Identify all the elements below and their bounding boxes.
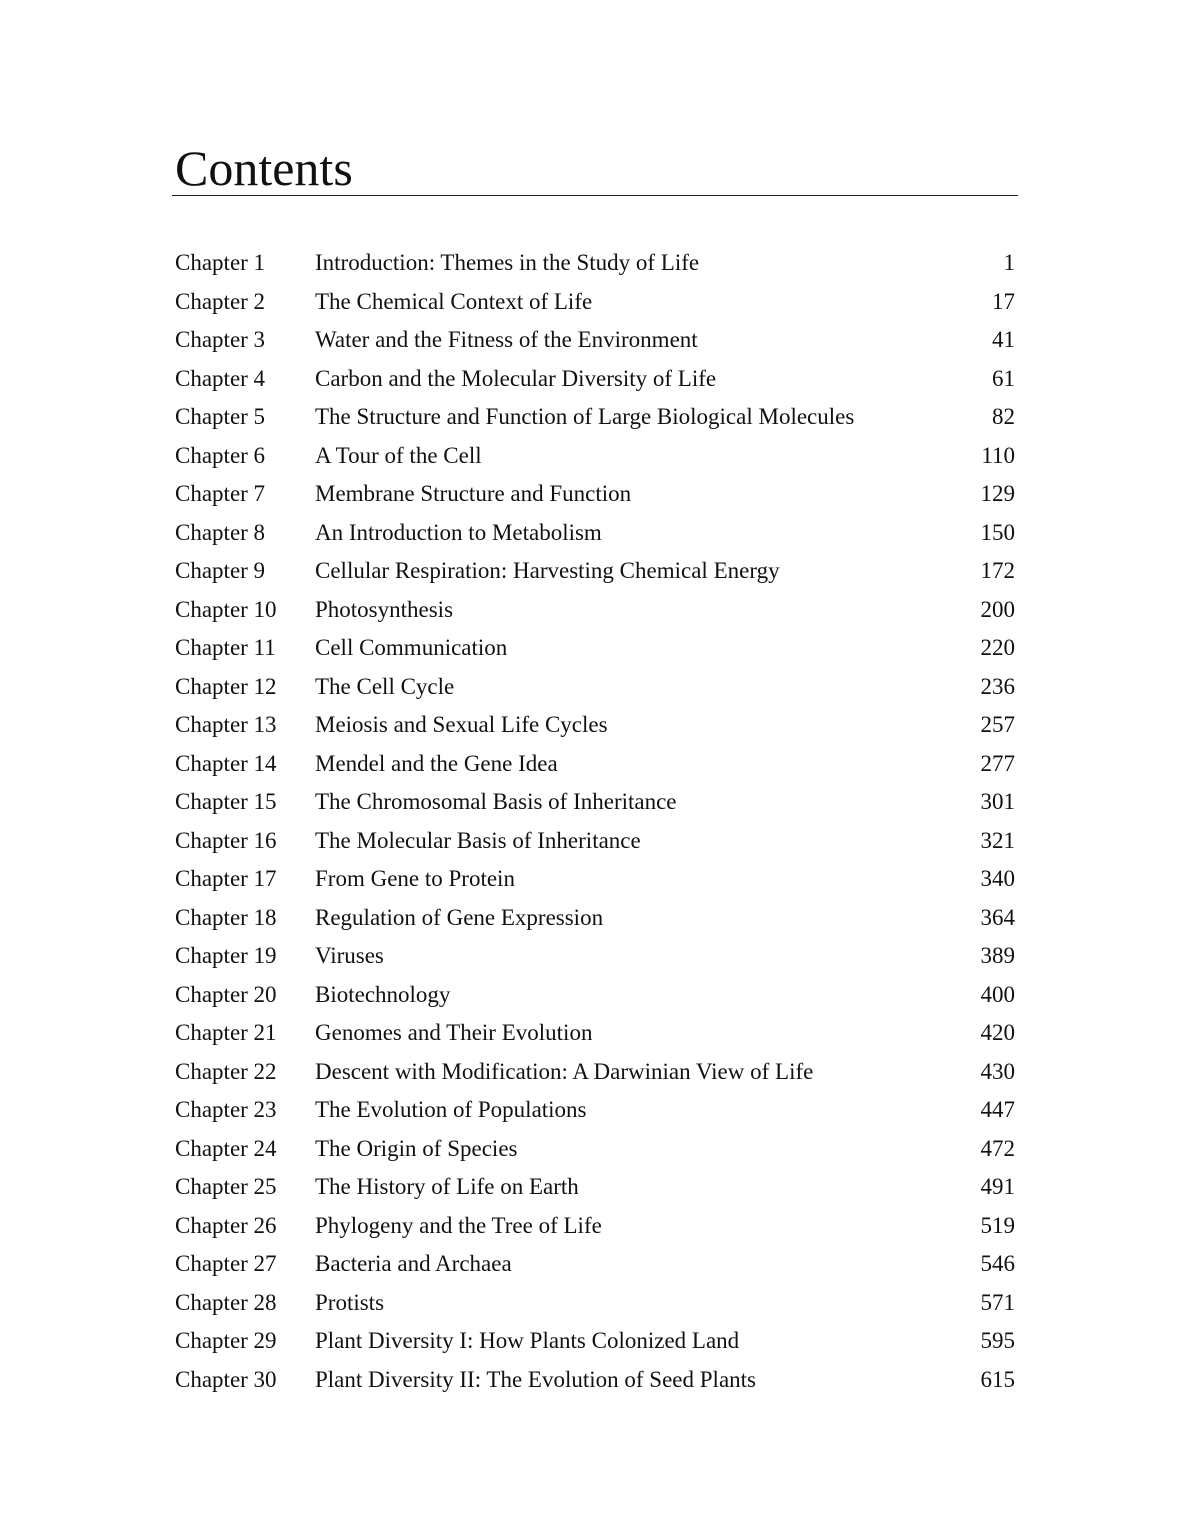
toc-page-number: 236 (980, 673, 1015, 699)
toc-entry (175, 514, 1015, 553)
toc-entry (175, 1130, 1015, 1169)
toc-entry (175, 552, 1015, 591)
toc-chapter-title: Mendel and the Gene Idea (315, 750, 558, 776)
toc-chapter-title: The History of Life on Earth (315, 1174, 579, 1199)
toc-entry (175, 1245, 1015, 1284)
toc-page-number: 321 (980, 827, 1015, 853)
toc-entry (175, 822, 1015, 861)
toc-chapter-title: Cellular Respiration: Harvesting Chemical Energy (315, 558, 780, 583)
toc-page-number: 389 (980, 943, 1015, 968)
toc-page-number: 615 (980, 1366, 1015, 1392)
toc-entry (175, 1284, 1015, 1323)
toc-chapter-label: Chapter 12 (175, 673, 277, 699)
toc-chapter-title: A Tour of the Cell (315, 442, 482, 468)
toc-entry (175, 437, 1015, 476)
toc-page-number: 220 (980, 635, 1015, 660)
toc-chapter-label: Chapter 5 (175, 404, 266, 429)
toc-page-number: 61 (992, 365, 1015, 391)
toc-chapter-label: Chapter 10 (175, 596, 277, 622)
toc-page-number: 491 (980, 1174, 1015, 1199)
toc-chapter-label: Chapter 28 (175, 1289, 277, 1315)
toc-chapter-label: Chapter 14 (175, 750, 277, 776)
toc-chapter-title: The Molecular Basis of Inheritance (315, 827, 641, 853)
table-of-contents (175, 244, 1015, 1399)
toc-chapter-title: Viruses (315, 943, 384, 968)
toc-page-number: 17 (992, 288, 1015, 314)
page-title: Contents (175, 140, 353, 196)
toc-chapter-title: Meiosis and Sexual Life Cycles (315, 712, 608, 737)
toc-page-number: 82 (992, 404, 1015, 429)
toc-chapter-title: Introduction: Themes in the Study of Life (315, 250, 700, 275)
toc-page-number: 519 (980, 1212, 1015, 1238)
toc-entry (175, 244, 1015, 283)
toc-chapter-label: Chapter 30 (175, 1366, 277, 1392)
toc-chapter-title: Protists (315, 1289, 385, 1315)
toc-entry (175, 1091, 1015, 1130)
toc-entry (175, 629, 1015, 668)
toc-page-number: 172 (980, 558, 1015, 583)
toc-chapter-label: Chapter 22 (175, 1058, 277, 1084)
toc-chapter-title: The Chemical Context of Life (315, 288, 593, 314)
toc-page-number: 364 (980, 904, 1015, 930)
toc-entry (175, 783, 1015, 822)
toc-chapter-title: The Chromosomal Basis of Inheritance (315, 789, 677, 814)
toc-chapter-label: Chapter 18 (175, 904, 277, 930)
toc-chapter-label: Chapter 1 (175, 250, 266, 275)
toc-chapter-title: The Evolution of Populations (315, 1097, 587, 1122)
toc-entry (175, 899, 1015, 938)
toc-page-number: 340 (980, 866, 1015, 891)
toc-chapter-label: Chapter 23 (175, 1097, 277, 1122)
toc-entry (175, 1053, 1015, 1092)
toc-chapter-title: The Cell Cycle (315, 673, 455, 699)
toc-chapter-label: Chapter 13 (175, 712, 277, 737)
toc-page-number: 110 (981, 442, 1015, 468)
toc-page-number: 129 (980, 481, 1015, 506)
toc-entry (175, 668, 1015, 707)
toc-chapter-label: Chapter 11 (175, 635, 276, 660)
toc-chapter-title: Regulation of Gene Expression (315, 904, 604, 930)
toc-chapter-title: Genomes and Their Evolution (315, 1020, 593, 1045)
toc-chapter-label: Chapter 25 (175, 1174, 277, 1199)
toc-chapter-title: Plant Diversity II: The Evolution of Seed Plants (315, 1366, 756, 1392)
toc-page-number: 472 (980, 1135, 1015, 1161)
toc-entry (175, 1361, 1015, 1400)
toc-entry (175, 1207, 1015, 1246)
toc-entry (175, 360, 1015, 399)
toc-page-number: 1 (1003, 250, 1015, 275)
toc-entry (175, 706, 1015, 745)
toc-chapter-title: Membrane Structure and Function (315, 481, 632, 506)
toc-chapter-label: Chapter 24 (175, 1135, 277, 1161)
toc-chapter-title: Biotechnology (315, 981, 451, 1007)
toc-chapter-label: Chapter 9 (175, 558, 266, 583)
toc-chapter-title: Cell Communication (315, 635, 508, 660)
toc-chapter-title: Photosynthesis (315, 596, 454, 622)
toc-page-number: 200 (980, 596, 1015, 622)
title-divider (172, 195, 1018, 196)
toc-page-number: 277 (980, 750, 1015, 776)
toc-chapter-label: Chapter 8 (175, 519, 266, 545)
toc-chapter-title: An Introduction to Metabolism (315, 519, 602, 545)
toc-chapter-title: The Structure and Function of Large Biological Molecules (315, 404, 855, 429)
toc-chapter-title: Phylogeny and the Tree of Life (315, 1212, 602, 1238)
toc-chapter-label: Chapter 19 (175, 943, 277, 968)
toc-page-number: 546 (980, 1251, 1015, 1276)
toc-page-number: 571 (980, 1289, 1015, 1315)
toc-chapter-title: From Gene to Protein (315, 866, 515, 891)
toc-chapter-label: Chapter 2 (175, 288, 266, 314)
toc-page-number: 447 (980, 1097, 1015, 1122)
toc-entry (175, 321, 1015, 360)
toc-page-number: 420 (980, 1020, 1015, 1045)
toc-chapter-label: Chapter 26 (175, 1212, 277, 1238)
toc-chapter-label: Chapter 17 (175, 866, 277, 891)
toc-chapter-title: Carbon and the Molecular Diversity of Life (315, 365, 717, 391)
toc-chapter-label: Chapter 6 (175, 442, 266, 468)
toc-chapter-title: The Origin of Species (315, 1135, 518, 1161)
toc-chapter-label: Chapter 27 (175, 1251, 277, 1276)
toc-page-number: 430 (980, 1058, 1015, 1084)
toc-entry (175, 591, 1015, 630)
toc-entry (175, 1322, 1015, 1361)
toc-chapter-label: Chapter 20 (175, 981, 277, 1007)
toc-entry (175, 937, 1015, 976)
toc-page-number: 150 (980, 519, 1015, 545)
toc-entry (175, 475, 1015, 514)
toc-chapter-label: Chapter 7 (175, 481, 266, 506)
toc-entry (175, 283, 1015, 322)
toc-chapter-label: Chapter 21 (175, 1020, 277, 1045)
toc-entry (175, 745, 1015, 784)
toc-chapter-label: Chapter 4 (175, 365, 266, 391)
toc-entry (175, 976, 1015, 1015)
toc-page-number: 41 (992, 327, 1015, 352)
toc-page-number: 595 (980, 1328, 1015, 1353)
toc-page-number: 400 (980, 981, 1015, 1007)
toc-chapter-title: Descent with Modification: A Darwinian View of Life (315, 1058, 814, 1084)
toc-chapter-title: Bacteria and Archaea (315, 1251, 512, 1276)
toc-chapter-label: Chapter 16 (175, 827, 277, 853)
toc-chapter-label: Chapter 3 (175, 327, 266, 352)
toc-entry (175, 1168, 1015, 1207)
toc-entry (175, 398, 1015, 437)
toc-chapter-title: Plant Diversity I: How Plants Colonized Land (315, 1328, 740, 1353)
toc-page-number: 301 (980, 789, 1015, 814)
toc-chapter-label: Chapter 15 (175, 789, 277, 814)
toc-chapter-label: Chapter 29 (175, 1328, 277, 1353)
toc-entry (175, 860, 1015, 899)
toc-entry (175, 1014, 1015, 1053)
toc-chapter-title: Water and the Fitness of the Environment (315, 327, 698, 352)
toc-page-number: 257 (980, 712, 1015, 737)
